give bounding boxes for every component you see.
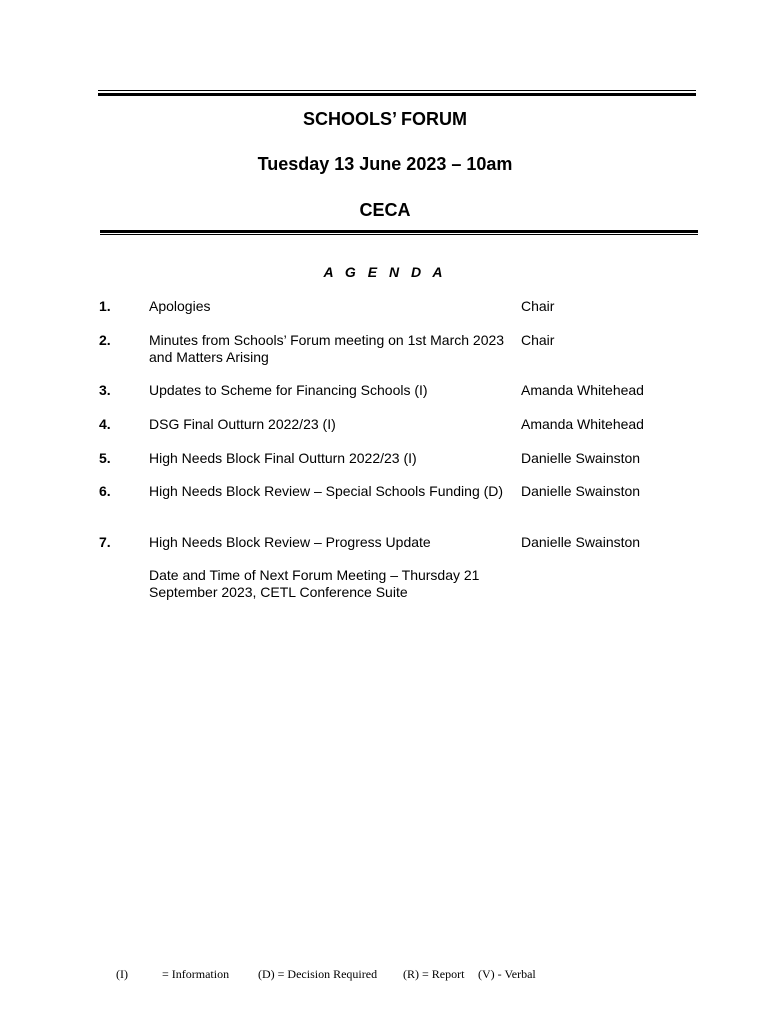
item-presenter: Chair	[521, 332, 555, 348]
agenda-heading: A G E N D A	[323, 264, 447, 280]
item-title: High Needs Block Review – Progress Update	[149, 534, 431, 550]
item-number: 3.	[99, 382, 111, 398]
item-title: Apologies	[149, 298, 211, 314]
top-double-rule	[98, 90, 696, 96]
item-presenter: Danielle Swainston	[521, 450, 641, 466]
legend-d-text: (D) = Decision Required	[258, 967, 378, 981]
item-title: DSG Final Outturn 2022/23 (I)	[149, 416, 336, 432]
item-title: High Needs Block Final Outturn 2022/23 (I)	[149, 450, 417, 466]
item-presenter: Amanda Whitehead	[521, 416, 644, 432]
item-title: Updates to Scheme for Financing Schools (I)	[149, 382, 428, 398]
item-number: 2.	[99, 332, 111, 348]
item-number: 6.	[99, 483, 111, 499]
legend-i-code: (I)	[116, 967, 128, 981]
meeting-date: Tuesday 13 June 2023 – 10am	[257, 154, 513, 174]
item-number: 4.	[99, 416, 111, 432]
bottom-double-rule	[100, 230, 698, 236]
next-meeting-note: Date and Time of Next Forum Meeting – Thursday 21 September 2023, CETL Conference Suite	[149, 567, 480, 600]
legend-i-text: = Information	[162, 967, 230, 981]
item-number: 1.	[99, 298, 111, 314]
item-presenter: Amanda Whitehead	[521, 382, 644, 398]
item-title: Minutes from Schools’ Forum meeting on 1st March 2023 and Matters Arising	[149, 332, 505, 365]
forum-title: SCHOOLS’ FORUM	[302, 109, 467, 129]
item-presenter: Danielle Swainston	[521, 534, 641, 550]
legend-v-text: (V) - Verbal	[478, 967, 536, 981]
item-number: 7.	[99, 534, 111, 550]
item-title: High Needs Block Review – Special Schools Funding (D)	[149, 483, 504, 499]
item-number: 5.	[99, 450, 111, 466]
meeting-venue: CECA	[359, 200, 411, 220]
item-presenter: Danielle Swainston	[521, 483, 641, 499]
item-presenter: Chair	[521, 298, 555, 314]
legend-r-text: (R) = Report	[403, 967, 465, 981]
